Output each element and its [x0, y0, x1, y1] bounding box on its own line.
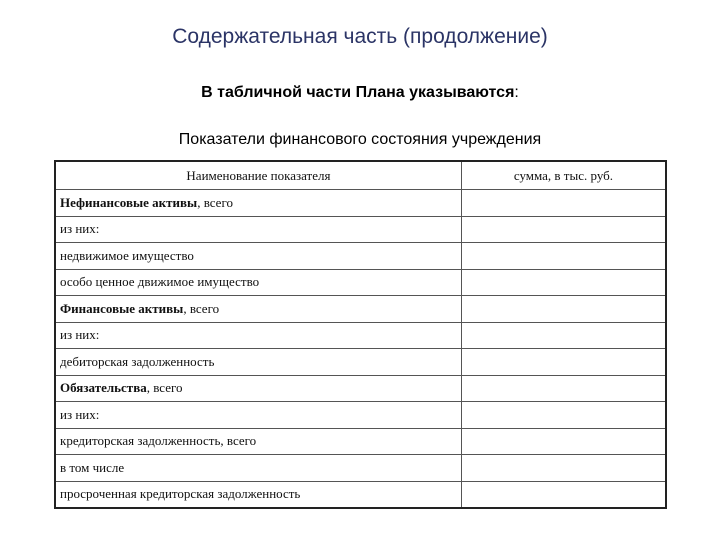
amount-cell — [461, 243, 666, 270]
slide-subtitle — [0, 84, 720, 102]
indicator-name-cell: из них: — [55, 216, 461, 243]
table-row — [55, 322, 666, 349]
indicator-text: , всего — [197, 194, 233, 210]
indicator-name-cell: недвижимое имущество — [55, 243, 461, 270]
indicator-text: , всего — [146, 380, 183, 396]
table-row — [55, 269, 666, 296]
amount-cell — [461, 375, 666, 402]
subtitle-bold-text: В табличной части Плана указываются — [201, 84, 515, 101]
financial-indicators-table — [54, 160, 667, 509]
subtitle-colon: : — [514, 84, 519, 101]
table-row — [55, 216, 666, 243]
amount-cell — [461, 481, 666, 508]
amount-cell — [461, 322, 666, 349]
amount-cell — [461, 216, 666, 243]
amount-cell — [461, 455, 666, 482]
amount-cell — [461, 296, 666, 323]
indicator-name-cell — [55, 190, 461, 217]
table-row — [55, 455, 666, 482]
indicator-bold-text: Финансовые активы — [60, 300, 184, 316]
table-header-row — [55, 161, 666, 190]
table-row — [55, 296, 666, 323]
amount-cell — [461, 190, 666, 217]
table-row — [55, 481, 666, 508]
table-row — [55, 375, 666, 402]
indicator-text: , всего — [183, 300, 220, 316]
indicator-name-cell — [55, 296, 461, 323]
indicator-name-cell: просроченная кредиторская задолженность — [55, 481, 461, 508]
amount-cell — [461, 402, 666, 429]
amount-cell — [461, 349, 666, 376]
indicator-name-cell: кредиторская задолженность, всего — [55, 428, 461, 455]
indicator-name-cell: из них: — [55, 402, 461, 429]
table-row — [55, 428, 666, 455]
table-row — [55, 349, 666, 376]
header-amount: сумма, в тыс. руб. — [461, 161, 666, 190]
indicator-name-cell: в том числе — [55, 455, 461, 482]
slide-title: Содержательная часть (продолжение) — [172, 25, 548, 48]
header-indicator-name: Наименование показателя — [55, 161, 461, 190]
indicator-bold-text: Обязательства — [60, 380, 147, 396]
table-row — [55, 402, 666, 429]
table-row — [55, 243, 666, 270]
indicator-name-cell: из них: — [55, 322, 461, 349]
amount-cell — [461, 428, 666, 455]
table-row — [55, 190, 666, 217]
table-title: Показатели финансового состояния учреждения — [178, 131, 542, 148]
indicator-bold-text: Нефинансовые активы — [60, 194, 198, 210]
indicator-name-cell — [55, 375, 461, 402]
amount-cell — [461, 269, 666, 296]
indicator-name-cell: дебиторская задолженность — [55, 349, 461, 376]
indicator-name-cell: особо ценное движимое имущество — [55, 269, 461, 296]
